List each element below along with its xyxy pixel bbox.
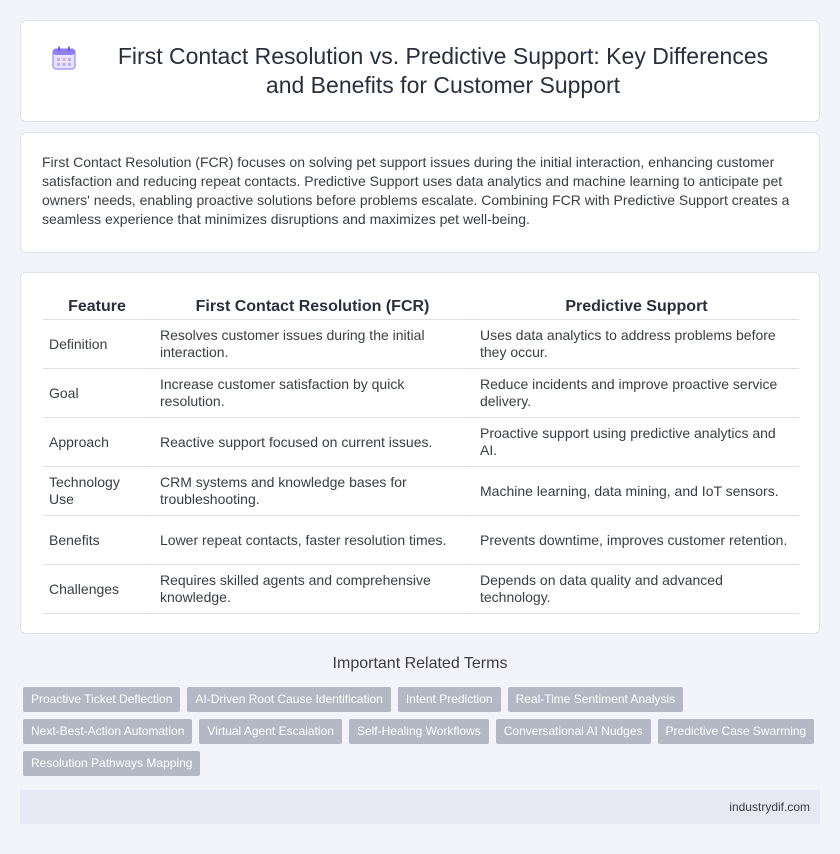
row-fcr: Increase customer satisfaction by quick resolution.: [151, 369, 471, 418]
row-predictive: Depends on data quality and advanced technology.: [471, 565, 799, 614]
row-fcr: Reactive support focused on current issues.: [151, 418, 471, 467]
intro-paragraph: First Contact Resolution (FCR) focuses on solving pet support issues during the initial interaction, enhancing customer satisfaction and reducing repeat contacts. Predictive Support uses data analytics and machine learning to anticipate pet owners' needs, enabling proactive solutions before problems escalate. Combining FCR with Predictive Support creates a seamless experience that minimizes disruptions and maximizes pet well-being.: [42, 154, 790, 227]
comparison-table-card: [20, 272, 820, 634]
comparison-table: [43, 294, 799, 614]
row-fcr: CRM systems and knowledge bases for troubleshooting.: [151, 467, 471, 516]
related-term-tag[interactable]: AI-Driven Root Cause Identification: [187, 687, 390, 712]
related-term-tag[interactable]: Conversational AI Nudges: [496, 719, 651, 744]
header-predictive: Predictive Support: [471, 294, 799, 320]
table-row: [43, 516, 799, 565]
page-title: First Contact Resolution vs. Predictive Support: Key Differences and Benefits for Customer Support: [117, 43, 769, 98]
row-fcr: Requires skilled agents and comprehensive knowledge.: [151, 565, 471, 614]
related-term-tag[interactable]: Resolution Pathways Mapping: [23, 751, 200, 776]
row-feature: Challenges: [43, 565, 151, 614]
row-feature: Benefits: [43, 516, 151, 565]
row-predictive: Machine learning, data mining, and IoT sensors.: [471, 467, 799, 516]
row-feature: Definition: [43, 320, 151, 369]
row-feature: Technology Use: [43, 467, 151, 516]
row-fcr: Lower repeat contacts, faster resolution times.: [151, 516, 471, 565]
related-terms-list: [23, 687, 823, 783]
header-fcr: First Contact Resolution (FCR): [151, 294, 471, 320]
row-predictive: Prevents downtime, improves customer retention.: [471, 516, 799, 565]
table-row: [43, 320, 799, 369]
footer: [20, 790, 820, 824]
table-header-row: [43, 294, 799, 320]
row-feature: Approach: [43, 418, 151, 467]
related-term-tag[interactable]: Proactive Ticket Deflection: [23, 687, 180, 712]
row-feature: Goal: [43, 369, 151, 418]
row-predictive: Reduce incidents and improve proactive service delivery.: [471, 369, 799, 418]
intro-card: [20, 132, 820, 253]
related-term-tag[interactable]: Real-Time Sentiment Analysis: [508, 687, 684, 712]
row-predictive: Proactive support using predictive analytics and AI.: [471, 418, 799, 467]
footer-site-link[interactable]: industrydif.com: [729, 800, 810, 814]
row-predictive: Uses data analytics to address problems before they occur.: [471, 320, 799, 369]
row-fcr: Resolves customer issues during the initial interaction.: [151, 320, 471, 369]
table-row: [43, 418, 799, 467]
table-row: [43, 369, 799, 418]
related-term-tag[interactable]: Intent Prediction: [398, 687, 501, 712]
related-term-tag[interactable]: Virtual Agent Escalation: [199, 719, 342, 744]
related-term-tag[interactable]: Predictive Case Swarming: [658, 719, 815, 744]
table-row: [43, 467, 799, 516]
header-feature: Feature: [43, 294, 151, 320]
related-term-tag[interactable]: Self-Healing Workflows: [349, 719, 489, 744]
title-card: [20, 20, 820, 122]
related-term-tag[interactable]: Next-Best-Action Automation: [23, 719, 192, 744]
table-row: [43, 565, 799, 614]
calendar-icon: [51, 45, 77, 71]
related-terms-title: Important Related Terms: [332, 655, 508, 672]
